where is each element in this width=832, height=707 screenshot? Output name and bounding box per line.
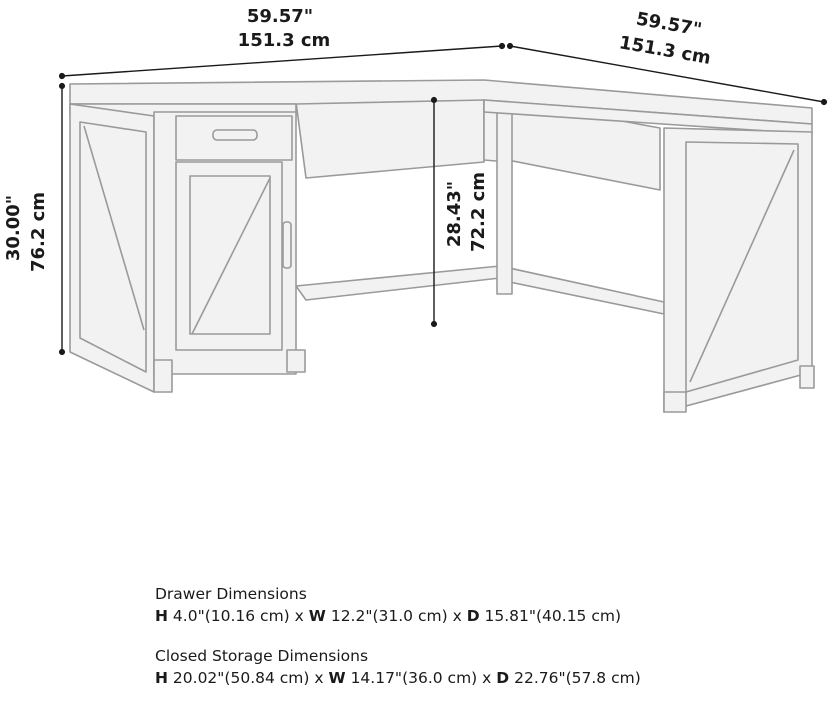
spec-title: Drawer Dimensions xyxy=(155,585,307,603)
height-inches: 30.00" xyxy=(3,194,24,262)
height-value: 20.02"(50.84 cm) xyxy=(172,669,310,687)
depth-label: D xyxy=(496,669,510,687)
drawer-dimensions xyxy=(155,583,641,627)
door-inner-panel xyxy=(190,176,270,334)
knee-height-inches: 28.43" xyxy=(444,180,465,248)
knee-height-cm: 72.2 cm xyxy=(468,171,489,253)
separator: x xyxy=(452,607,462,625)
width-label: W xyxy=(308,607,326,625)
left-side-inner xyxy=(80,122,146,372)
left-width-cm: 151.3 cm xyxy=(237,30,331,51)
door-handle xyxy=(283,222,291,268)
stretcher-right xyxy=(500,266,664,314)
height-value: 4.0"(10.16 cm) xyxy=(172,607,290,625)
depth-value: 22.76"(57.8 cm) xyxy=(514,669,641,687)
separator: x xyxy=(294,607,304,625)
cabinet-leg-front-left xyxy=(154,360,172,392)
l-desk xyxy=(70,80,814,412)
width-label: W xyxy=(328,669,346,687)
cabinet-leg-front-right xyxy=(287,350,305,372)
spec-values xyxy=(155,669,641,687)
height-label: H xyxy=(155,607,168,625)
right-leg-front xyxy=(664,392,686,412)
depth-label: D xyxy=(466,607,480,625)
width-value: 14.17"(36.0 cm) xyxy=(350,669,478,687)
separator: x xyxy=(482,669,492,687)
height-cm: 76.2 cm xyxy=(28,191,49,273)
spec-list xyxy=(155,583,641,707)
spec-values xyxy=(155,607,621,625)
closed-storage-dimensions xyxy=(155,645,641,689)
right-leg-back xyxy=(800,366,814,388)
height-label: H xyxy=(155,669,168,687)
drawer-handle xyxy=(213,130,257,140)
back-panel-left xyxy=(296,96,484,178)
separator: x xyxy=(314,669,324,687)
left-width-inches: 59.57" xyxy=(246,6,314,27)
depth-value: 15.81"(40.15 cm) xyxy=(484,607,622,625)
right-depth-inches: 59.57" xyxy=(634,8,704,41)
spec-title: Closed Storage Dimensions xyxy=(155,647,369,665)
right-depth-cm: 151.3 cm xyxy=(617,32,713,69)
stretcher-left xyxy=(296,266,500,300)
width-value: 12.2"(31.0 cm) xyxy=(330,607,448,625)
corner-leg xyxy=(497,96,512,294)
